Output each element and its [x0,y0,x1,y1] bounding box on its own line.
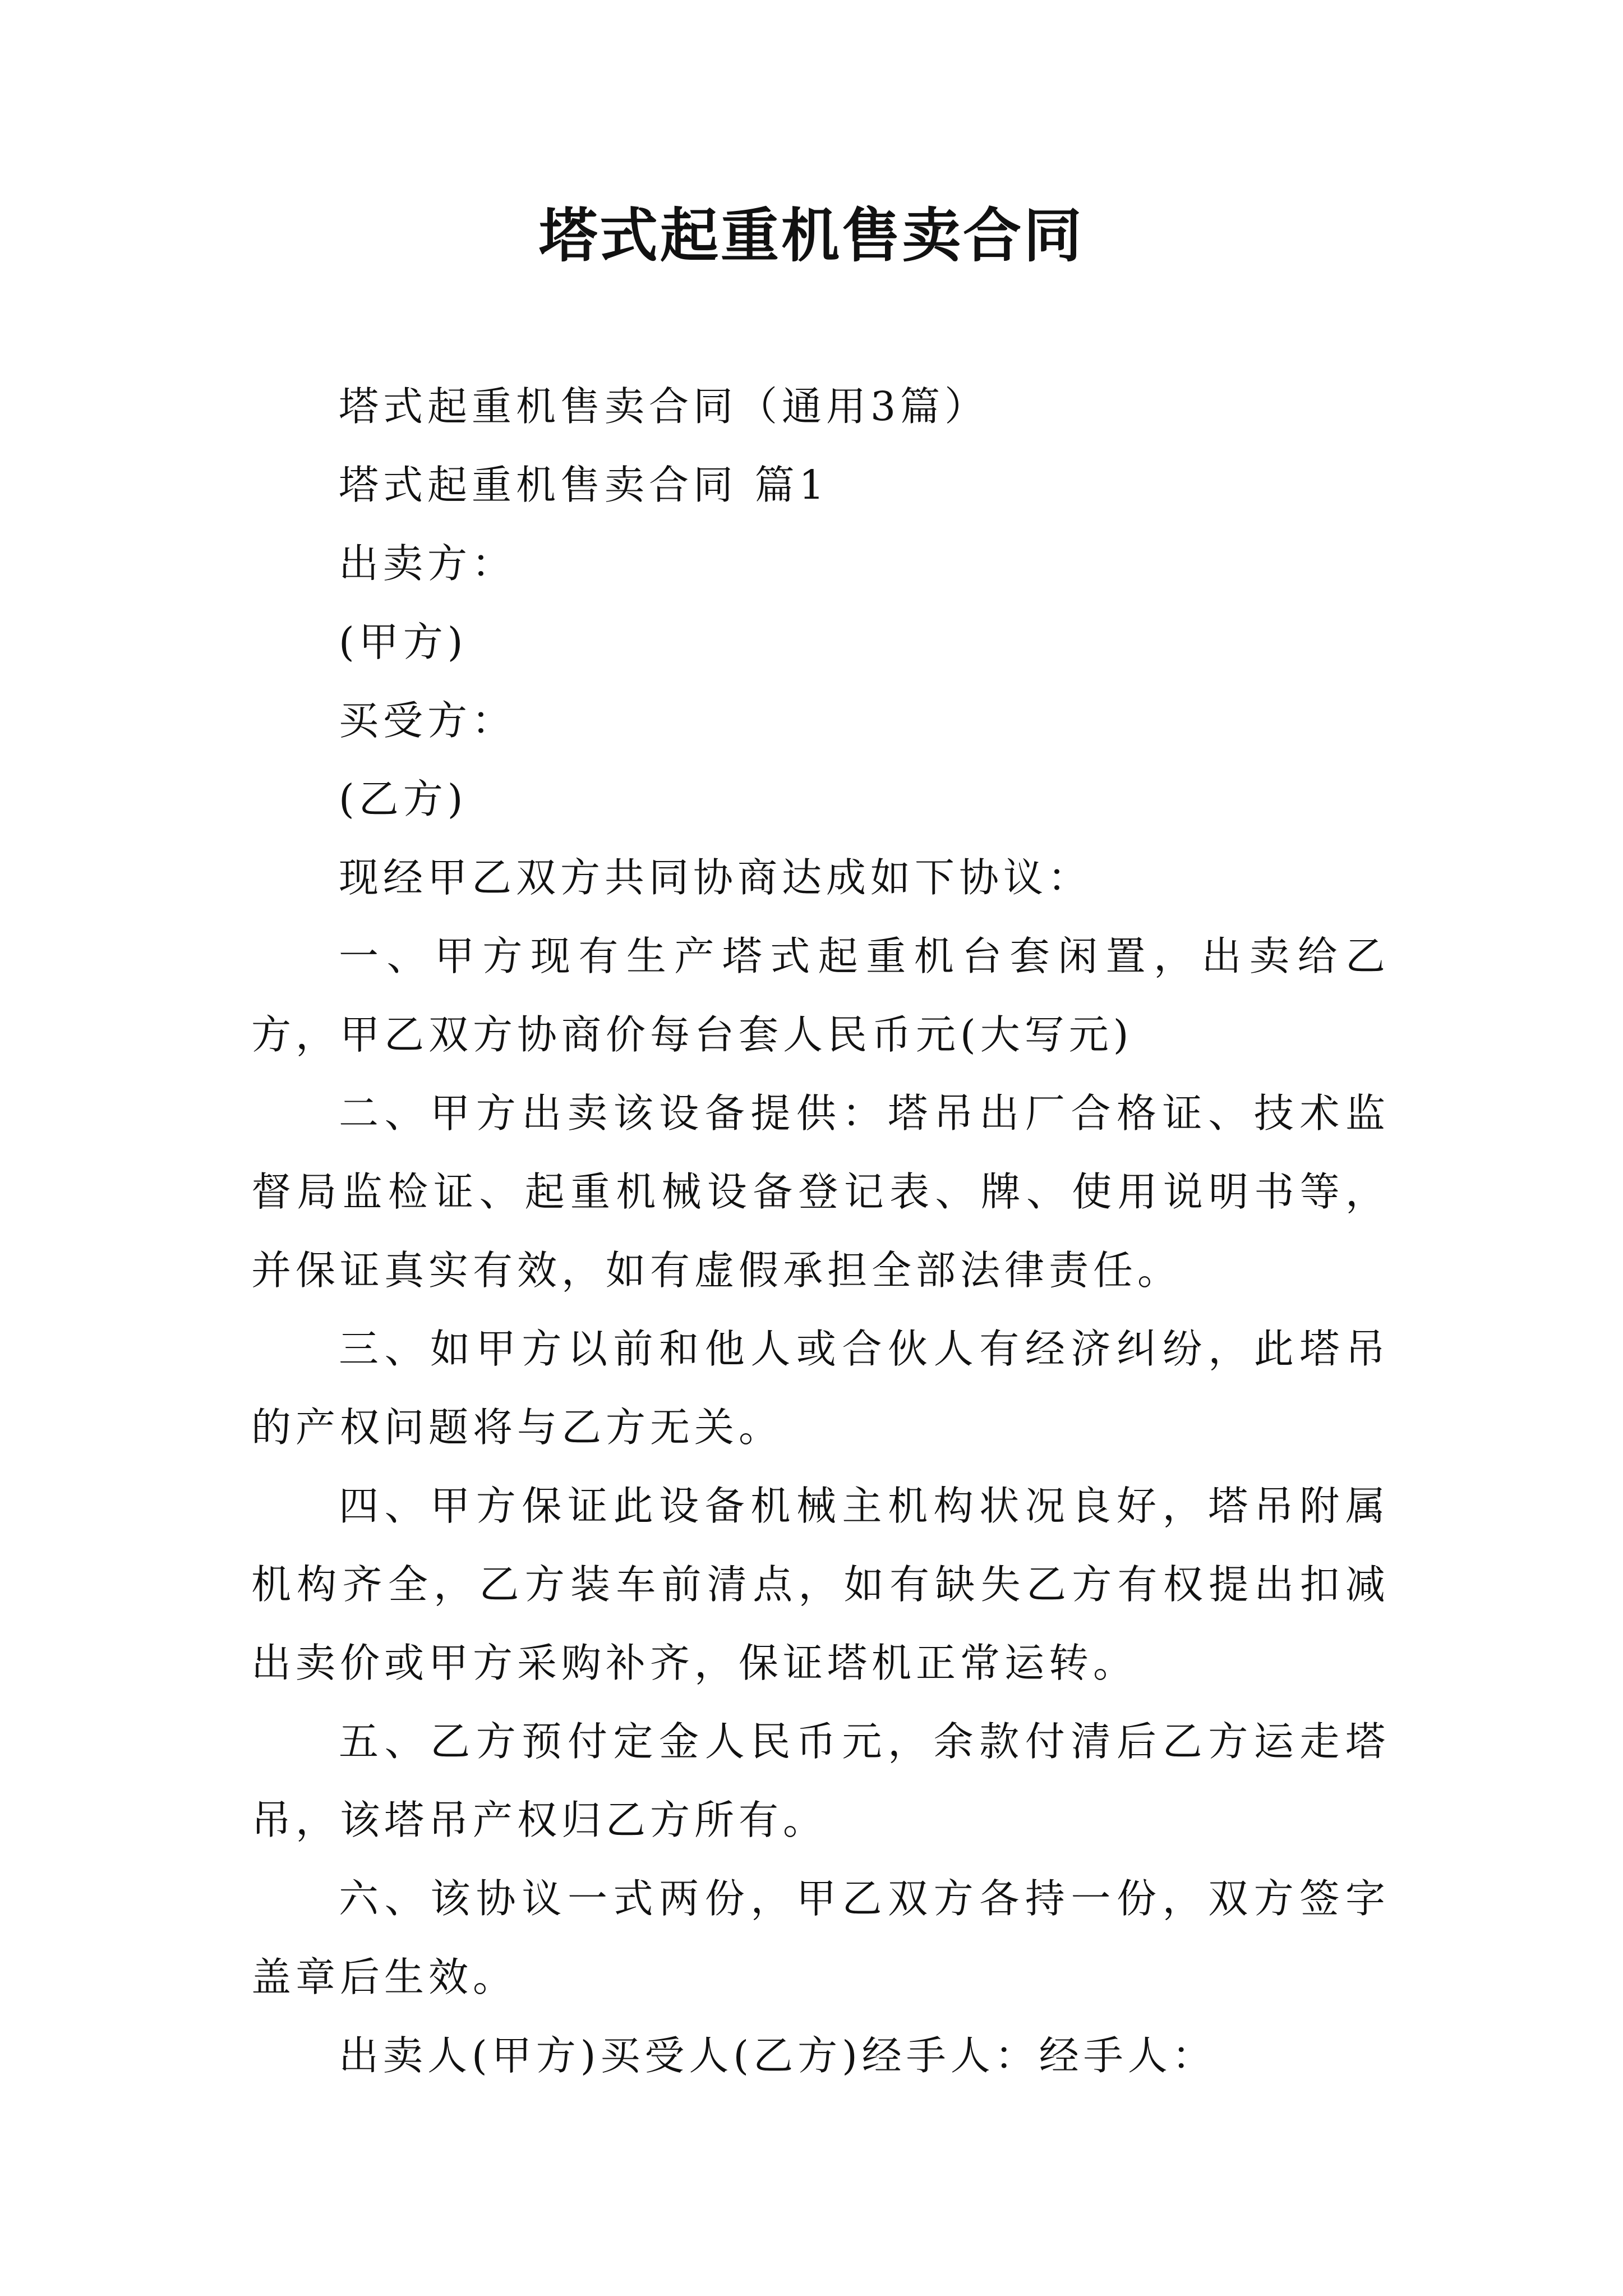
party-a-label: (甲方) [339,619,468,665]
document-subtitle: 塔式起重机售卖合同（通用3篇） [339,383,989,430]
clause-3: 三、如甲方以前和他人或合伙人有经济纠纷，此塔吊的产权问题将与乙方无关。 [251,1326,1390,1451]
part-heading: 塔式起重机售卖合同 篇1 [339,462,829,508]
clause-6: 六、该协议一式两份，甲乙双方各持一份，双方签字盖章后生效。 [251,1875,1390,2000]
clause-1: 一、甲方现有生产塔式起重机台套闲置，出卖给乙方，甲乙双方协商价每台套人民币元(大写元) [251,933,1390,1058]
document-body [251,367,1390,2095]
agreement-intro: 现经甲乙双方共同协商达成如下协议： [339,854,1092,901]
buyer-label: 买受方： [339,697,517,744]
party-b-label: (乙方) [339,776,468,822]
document-title: 塔式起重机售卖合同 [538,201,1084,270]
signature-line: 出卖人(甲方)买受人(乙方)经手人：经手人： [339,2032,1216,2079]
seller-label: 出卖方： [339,540,517,587]
clause-4: 四、甲方保证此设备机械主机构状况良好，塔吊附属机构齐全，乙方装车前清点，如有缺失乙方有权提出扣减出卖价或甲方采购补齐，保证塔机正常运转。 [251,1483,1390,1686]
clause-2: 二、甲方出卖该设备提供：塔吊出厂合格证、技术监督局监检证、起重机械设备登记表、牌、使用说明书等，并保证真实有效，如有虚假承担全部法律责任。 [251,1090,1390,1294]
clause-5: 五、乙方预付定金人民币元，余款付清后乙方运走塔吊，该塔吊产权归乙方所有。 [251,1718,1390,1843]
